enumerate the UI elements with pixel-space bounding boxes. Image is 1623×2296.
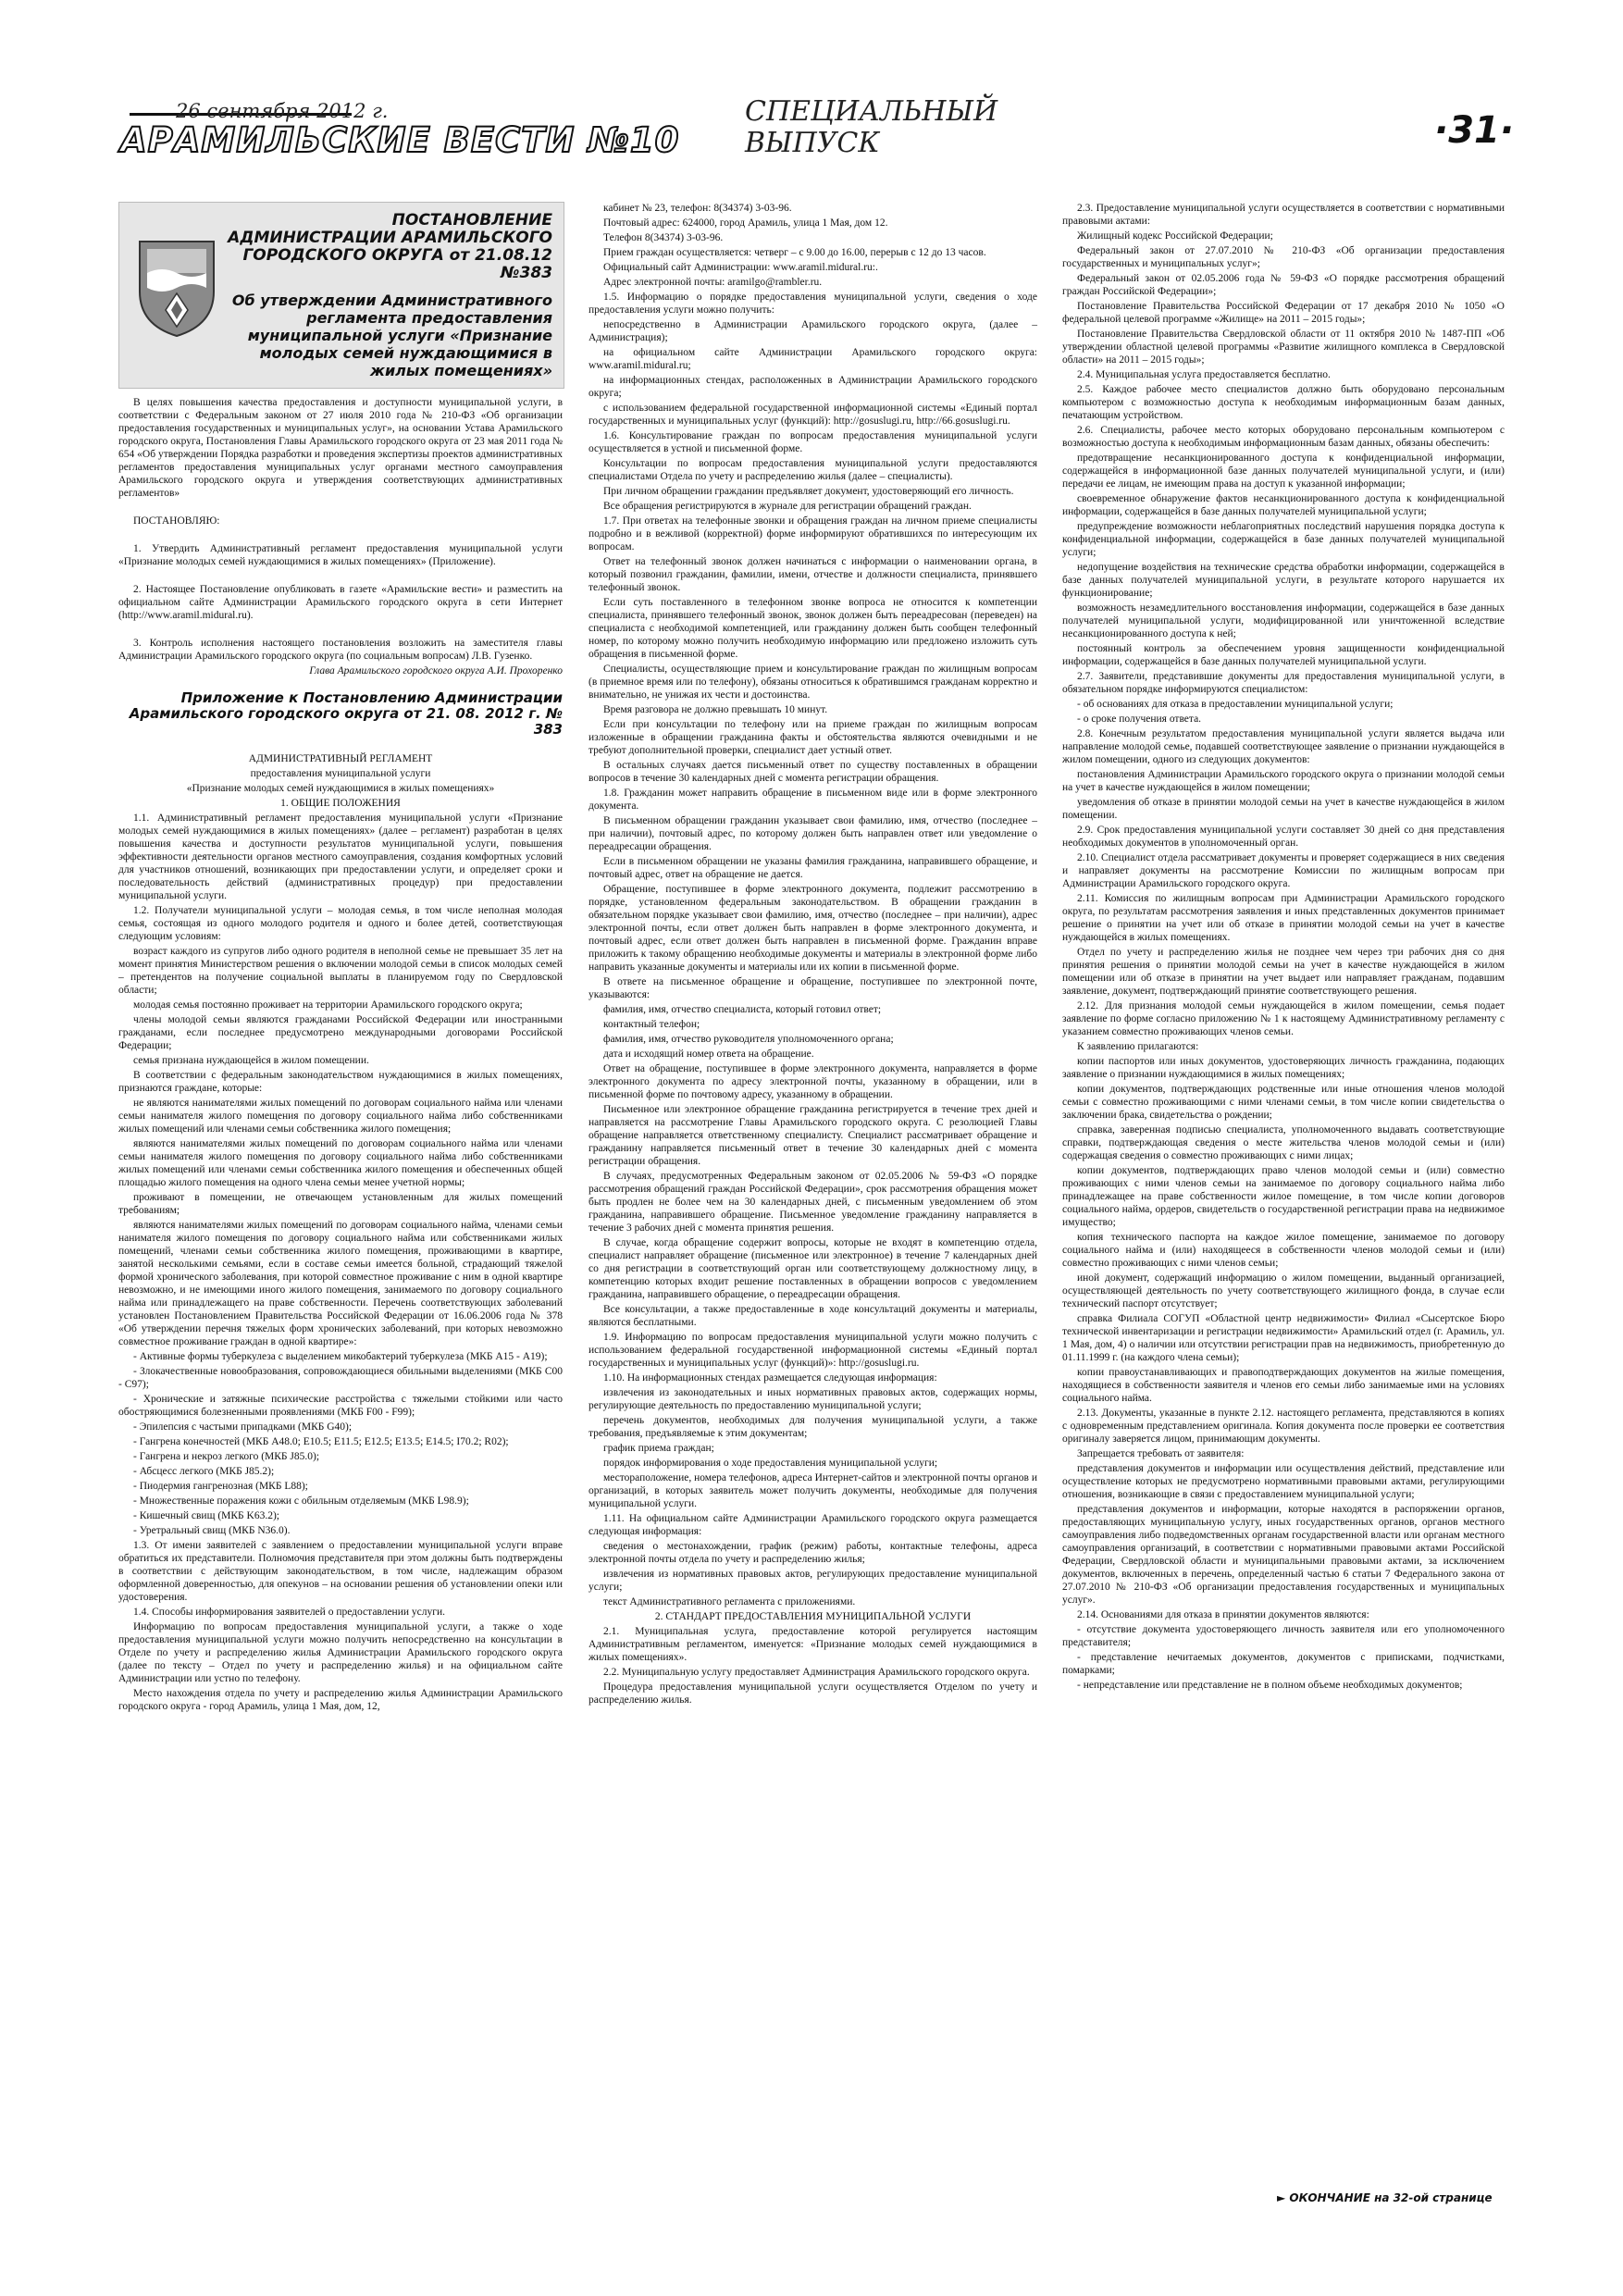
- paragraph: - Абсцесс легкого (МКБ J85.2);: [133, 1466, 275, 1477]
- clause-2: 2. Настоящее Постановление опубликовать в газете «Арамильские вести» и разместить на официальном сайте Администрации Арамильского городского округа в сети Интернет (http://www.aramil.midural.ru).: [118, 584, 563, 621]
- paragraph: постоянный контроль за обеспечением уровня защищенности конфиденциальной информации, содержащейся в базе данных получателей муниципальной услуги.: [1062, 643, 1505, 667]
- paragraph: - Гангрена и некроз легкого (МКБ J85.0);: [133, 1451, 320, 1462]
- issue-number: №10: [588, 120, 680, 160]
- paragraph: Если при консультации по телефону или на приеме граждан по жилищным вопросам изложенные в обращении гражданина факты и обстоятельства являются очевидными и не требуют дополнительной проверки, специалист дает устный ответ.: [588, 719, 1037, 756]
- paragraph: предупреждение возможности неблагоприятных последствий нарушения порядка доступа к конфиденциальной информации, содержащейся в базе данных получателей муниципальной услуги;: [1062, 521, 1505, 558]
- paragraph: - отсутствие документа удостоверяющего личность заявителя или его уполномоченного представителя;: [1062, 1624, 1505, 1648]
- paragraph: 2.3. Предоставление муниципальной услуги осуществляется в соответствии с нормативными правовыми актами:: [1062, 203, 1505, 227]
- paragraph: недопущение воздействия на технические средства обработки информации, содержащейся в базе данных получателей муниципальной услуги, в результате которого нарушается их функционирование;: [1062, 562, 1505, 599]
- paragraph: 1.9. Информацию по вопросам предоставления муниципальной услуги можно получить с использованием федеральной государственной информационной системы «Единый портал государственных и муниципальных услуг (функций)»: http://gosuslugi.ru.: [588, 1332, 1037, 1369]
- paragraph: - представление нечитаемых документов, документов с приписками, подчистками, помарками;: [1062, 1652, 1505, 1676]
- paragraph: Обращение, поступившее в форме электронного документа, подлежит рассмотрению в порядке, установленном федеральным законодательством. В обращении гражданин в обязательном порядке указывает свои фамилию, имя, отчество (последнее – при наличии), адрес электронной почты, если ответ должен быть направлен в форме электронного документа, и почтовый адрес, если ответ должен быть направлен в письменной форме. Гражданин вправе приложить к такому обращению необходимые документы и материалы в электронной форме либо направить указанные документы и материалы или их копии в письменной форме.: [588, 884, 1037, 973]
- paragraph: - Кишечный свищ (МКБ K63.2);: [133, 1510, 279, 1521]
- paragraph: В остальных случаях дается письменный ответ по существу поставленных в обращении вопросов в течение 30 календарных дней с момента регистрации обращения.: [588, 760, 1037, 784]
- paragraph: В случае, когда обращение содержит вопросы, которые не входят в компетенцию отдела, специалист направляет обращение (письменное или электронное) в течение 7 календарных дней со дня регистрации в соответствующий орган или соответствующему должностному лицу, в компетенцию которых входит решение поставленных в обращении вопросов с уведомлением гражданина, направившего обращение, о переадресации обращения.: [588, 1237, 1037, 1300]
- section-2-heading: 2. СТАНДАРТ ПРЕДОСТАВЛЕНИЯ МУНИЦИПАЛЬНОЙ УСЛУГИ: [654, 1611, 972, 1622]
- paragraph: 1.2. Получатели муниципальной услуги – молодая семья, в том числе неполная молодая семья, состоящая из одного молодого родителя и одного и более детей, соответствующая следующим условиям:: [118, 905, 563, 942]
- page-number: ·31·: [1434, 109, 1515, 152]
- paragraph: Федеральный закон от 27.07.2010 № 210-ФЗ «Об организации предоставления государственных и муниципальных услуг»;: [1062, 245, 1505, 269]
- paragraph: 1.8. Гражданин может направить обращение в письменном виде или в форме электронного документа.: [588, 788, 1037, 812]
- paragraph: Постановление Правительства Свердловской области от 11 октября 2010 № 1487-ПП «Об утверждении областной целевой программы «Развитие жилищного комплекса в Свердловской области» на 2011 – 2015 годы»;: [1062, 329, 1505, 366]
- column-1: [118, 396, 563, 1715]
- paragraph: 2.12. Для признания молодой семьи нуждающейся в жилом помещении, семья подает заявление по форме согласно приложению № 1 к настоящему Административному регламенту с указанием совместно проживающих членов семьи.: [1062, 1000, 1505, 1037]
- paragraph: извлечения из нормативных правовых актов, регулирующих предоставление муниципальной услуги;: [588, 1569, 1037, 1593]
- paragraph: возможность незамедлительного восстановления информации, содержащейся в базе данных получателей муниципальной услуги, модифицированной или уничтоженной вследствие несанкционированного доступа к ней;: [1062, 602, 1505, 639]
- column-3-body: [1062, 202, 1505, 1692]
- paragraph: семья признана нуждающейся в жилом помещении.: [133, 1055, 369, 1066]
- paragraph: - Множественные поражения кожи с обильным отделяемым (МКБ L98.9);: [133, 1496, 469, 1507]
- paragraph: - Хронические и затяжные психические расстройства с тяжелыми стойкими или часто обостряющимися болезненными проявлениями (МКБ F00 - F99);: [118, 1394, 563, 1418]
- paragraph: являются нанимателями жилых помещений по договорам социального найма, членами семьи нанимателя жилого помещения по договору социального найма или собственниками жилых помещений, членами семьи собственника жилого помещения, проживающими в квартире, занятой несколькими семьями, если в составе семьи имеется больной, страдающий тяжелой формой хронического заболевания, при которой совместное проживание с ним в одной квартире невозможно, и не имеющими иного жилого помещения, занимаемого по договору социального найма или принадлежащего на праве собственности. Перечень соответствующих заболеваний установлен Постановлением Правительства Российской Федерации от 16.06.2006 года № 378 «Об утверждении перечня тяжелых форм хронических заболеваний, при которых невозможно совместное проживание граждан в одной квартире»:: [118, 1220, 563, 1347]
- paragraph: 1.1. Административный регламент предоставления муниципальной услуги «Признание молодых семей нуждающимися в жилых помещениях» (далее – регламент) разработан в целях повышения качества и доступности результатов муниципальной услуги, повышения эффективности деятельности органов местного самоуправления, создания комфортных условий для участников отношений, возникающих при предоставлении услуги, и определяет сроки и последовательность действий (административных процедур) при предоставлении муниципальной услуги.: [118, 813, 563, 901]
- paragraph: Запрещается требовать от заявителя:: [1077, 1448, 1245, 1459]
- paragraph: Информацию по вопросам предоставления муниципальной услуги, а также о ходе предоставления муниципальной услуги можно получить непосредственно на консультации в Отделе по учету и распределению жилья Администрации Арамильского городского округа (далее по тексту – Отдел по учету и распределению жилья) и на официальном сайте Администрации или устно по телефону.: [118, 1621, 563, 1684]
- paragraph: справка, заверенная подписью специалиста, уполномоченного выдавать соответствующие справки, подтверждающая сведения о месте жительства членов молодой семьи и (или) содержащая сведения о совместно проживающих с ними лицах;: [1062, 1124, 1505, 1161]
- paragraph: кабинет № 23, телефон: 8(34374) 3-03-96.: [603, 203, 792, 214]
- paragraph: 2.5. Каждое рабочее место специалистов должно быть оборудовано персональным компьютером с возможностью доступа к необходимым информационным базам данных, печатающим устройством.: [1062, 384, 1505, 421]
- issue-date: 26 сентября 2012 г.: [176, 100, 389, 122]
- paragraph: 1.6. Консультирование граждан по вопросам предоставления муниципальной услуги осуществляется в устной и письменной форме.: [588, 430, 1037, 454]
- paragraph: контактный телефон;: [603, 1019, 700, 1030]
- paragraph: Ответ на телефонный звонок должен начинаться с информации о наименовании органа, в который позвонил гражданин, фамилии, имени, отчестве и должности специалиста, принявшего телефонный звонок.: [588, 556, 1037, 593]
- paragraph: 2.10. Специалист отдела рассматривает документы и проверяет содержащиеся в них сведения и направляет документы на рассмотрение Комиссии по жилищным вопросам при Администрации Арамильского городского округа.: [1062, 852, 1505, 889]
- paragraph: постановления Администрации Арамильского городского округа о признании молодой семьи на учет в качестве нуждающейся в жилом помещении;: [1062, 769, 1505, 793]
- paragraph: 1.4. Способы информирования заявителей о предоставлении услуги.: [133, 1607, 445, 1618]
- paragraph: копии документов, подтверждающих родственные или иные отношения членов молодой семьи с совместно проживающими с ними членами семьи, в том числе копии свидетельства о заключении брака, свидетельства о рождении;: [1062, 1084, 1505, 1121]
- paragraph: 2.9. Срок предоставления муниципальной услуги составляет 30 дней со дня представления необходимых документов в уполномоченный орган.: [1062, 825, 1505, 849]
- paragraph: график приема граждан;: [603, 1443, 714, 1454]
- regulation-title: АДМИНИСТРАТИВНЫЙ РЕГЛАМЕНТ: [248, 753, 433, 764]
- special-line-2: ВЫПУСК: [745, 127, 880, 159]
- intro-paragraph: В целях повышения качества предоставления и доступности муниципальной услуги, в соответствии с Федеральным законом от 27 июля 2010 года № 210-ФЗ «Об организации предоставления государственных и муниципальных услуг», на основании Устава Арамильского городского округа, Постановления Главы Арамильского городского округа от 23 мая 2011 года № 654 «Об утверждении Порядка разработки и проведения экспертизы проектов административных регламентов предоставления муниципальных услуг органами местного самоуправления Арамильского городского округа и утверждения соответствующих административных регламентов»: [118, 397, 563, 499]
- section-1-heading: 1. ОБЩИЕ ПОЛОЖЕНИЯ: [280, 798, 401, 809]
- newspaper-title: АРАМИЛЬСКИЕ ВЕСТИ: [120, 120, 576, 160]
- paragraph: уведомления об отказе в принятии молодой семьи на учет в качестве нуждающейся в жилом помещении.: [1062, 797, 1505, 821]
- resolve-heading: ПОСТАНОВЛЯЮ:: [133, 515, 220, 527]
- paragraph: Ответ на обращение, поступившее в форме электронного документа, направляется в форме электронного документа по адресу электронной почты, указанному в обращении, или в письменной форме по почтовому адресу, указанному в обращении.: [588, 1063, 1037, 1100]
- paragraph: К заявлению прилагаются:: [1077, 1041, 1199, 1052]
- paragraph: члены молодой семьи являются гражданами Российской Федерации или иностранными гражданами, если последнее предусмотрено международными договорами Российской Федерации;: [118, 1014, 563, 1051]
- column-2-body-2: [588, 1625, 1037, 1706]
- paragraph: непосредственно в Администрации Арамильского городского округа, (далее – Администрация);: [588, 319, 1037, 343]
- resolution-title: ПОСТАНОВЛЕНИЕ АДМИНИСТРАЦИИ АРАМИЛЬСКОГО ГОРОДСКОГО ОКРУГА от 21.08.12 №383: [228, 211, 552, 282]
- paragraph: на официальном сайте Администрации Арамильского городского округа: www.aramil.midural.ru;: [588, 347, 1037, 371]
- paragraph: перечень документов, необходимых для получения муниципальной услуги, а также требования, предъявляемые к этим документам;: [588, 1415, 1037, 1439]
- paragraph: 1.11. На официальном сайте Администрации Арамильского городского округа размещается следующая информация:: [588, 1513, 1037, 1537]
- paragraph: с использованием федеральной государственной информационной системы «Единый портал государственных и муниципальных услуг (функций): http://gosuslugi.ru, http://66.gosuslugi.ru.: [588, 403, 1037, 427]
- paragraph: 1.7. При ответах на телефонные звонки и обращения граждан на личном приеме специалисты подробно и в вежливой (корректной) форме информируют обратившихся по интересующим их вопросам.: [588, 515, 1037, 552]
- paragraph: на информационных стендах, расположенных в Администрации Арамильского городского округа;: [588, 375, 1037, 399]
- paragraph: Все консультации, а также предоставленные в ходе консультаций документы и материалы, являются бесплатными.: [588, 1304, 1037, 1328]
- paragraph: Телефон 8(34374) 3-03-96.: [603, 232, 724, 243]
- paragraph: Консультации по вопросам предоставления муниципальной услуги предоставляются специалистами Отдела по учету и распределению жилья (далее – специалисты).: [588, 458, 1037, 482]
- paragraph: В ответе на письменное обращение и обращение, поступившее по электронной почте, указываются:: [588, 976, 1037, 1000]
- paragraph: молодая семья постоянно проживает на территории Арамильского городского округа;: [133, 999, 523, 1011]
- paragraph: - Пиодермия гангренозная (МКБ L88);: [133, 1481, 308, 1492]
- regulation-subtitle-1: предоставления муниципальной услуги: [250, 768, 431, 779]
- special-line-1: СПЕЦИАЛЬНЫЙ: [745, 95, 998, 128]
- paragraph: Отдел по учету и распределению жилья не позднее чем через три рабочих дня со дня принятия решения о принятии молодой семьи на учет в качестве нуждающейся в жилом помещении или об отказе в принятии на учет выдает или направляет гражданам, подавшим заявление, документ, подтверждающий принятие соответствующего решения.: [1062, 947, 1505, 997]
- paragraph: 2.4. Муниципальная услуга предоставляется бесплатно.: [1077, 369, 1331, 380]
- masthead: [120, 100, 680, 165]
- paragraph: своевременное обнаружение фактов несанкционированного доступа к конфиденциальной информации, содержащейся в базе данных получателей муниципальной услуги;: [1062, 493, 1505, 517]
- paragraph: не являются нанимателями жилых помещений по договорам социального найма или членами семьи нанимателя жилого помещения по договору социального найма либо собственниками жилых помещений или членами семьи собственника жилого помещения;: [118, 1098, 563, 1135]
- paragraph: проживают в помещении, не отвечающем установленным для жилых помещений требованиям;: [118, 1192, 563, 1216]
- paragraph: В случаях, предусмотренных Федеральным законом от 02.05.2006 № 59-ФЗ «О порядке рассмотрения обращений граждан Российской Федерации», срок рассмотрения обращения может быть продлен не более чем на 30 календарных дней, с письменным уведомлением об этом гражданина, направившего обращение. Письменное уведомление гражданину направляется в течение 3 рабочих дней с момента принятия решения.: [588, 1171, 1037, 1234]
- paragraph: местораположение, номера телефонов, адреса Интернет-сайтов и электронной почты органов и организаций, в которых заявитель может получить документы, необходимые для получения муниципальной услуги.: [588, 1472, 1038, 1509]
- paragraph: сведения о местонахождении, график (режим) работы, контактные телефоны, адреса электронной почты отдела по учету и распределению жилья;: [588, 1541, 1037, 1565]
- paragraph: - непредставление или представление не в полном объеме необходимых документов;: [1077, 1680, 1463, 1691]
- column-2: [588, 202, 1037, 1708]
- special-issue-label: [745, 96, 997, 159]
- paragraph: - об основаниях для отказа в предоставлении муниципальной услуги;: [1077, 699, 1394, 710]
- paragraph: 2.7. Заявители, представившие документы для предоставления муниципальной услуги, в обязательном порядке информируются специалистом:: [1062, 671, 1505, 695]
- paragraph: Адрес электронной почты: aramilgo@rambler.ru.: [603, 277, 823, 288]
- paragraph: В письменном обращении гражданин указывает свои фамилию, имя, отчество (последнее – при наличии), почтовый адрес, по которому должен быть направлен ответ или уведомление о переадресации обращения.: [588, 815, 1037, 852]
- paragraph: Время разговора не должно превышать 10 минут.: [603, 704, 828, 715]
- paragraph: возраст каждого из супругов либо одного родителя в неполной семье не превышает 35 лет на момент принятия Министерством решения о включении молодой семьи в список молодых семей – претендентов на получение социальной выплаты в планируемом году по Свердловской области;: [118, 946, 563, 996]
- paragraph: Федеральный закон от 02.05.2006 года № 59-ФЗ «О порядке рассмотрения обращений граждан Российской Федерации»;: [1062, 273, 1505, 297]
- paragraph: Письменное или электронное обращение гражданина регистрируется в течение трех дней и направляется на рассмотрение Главы Арамильского городского округа. С резолюцией Главы обращение направляется ответственному специалисту. Специалист рассматривает обращение и гражданину направляется письменный ответ в течение 30 календарных дней с момента регистрации обращения.: [588, 1104, 1037, 1167]
- paragraph: извлечения из законодательных и иных нормативных правовых актов, содержащих нормы, регулирующие деятельность по предоставлению муниципальной услуги;: [588, 1387, 1037, 1411]
- resolution-subtitle: Об утверждении Административного регламента предоставления муниципальной услуги «Признание молодых семей нуждающимися в жилых помещениях»: [231, 292, 552, 379]
- paragraph: являются нанимателями жилых помещений по договорам социального найма или членами семьи нанимателя жилого помещения по договору социального найма либо собственниками жилых помещений или членами семьи собственника жилого помещения и обеспеченных общей площадью жилого помещения на одного члена семьи менее учетной нормы;: [118, 1138, 563, 1188]
- coat-of-arms-icon: [136, 236, 217, 340]
- column-1-body: [118, 812, 563, 1713]
- paragraph: 2.13. Документы, указанные в пункте 2.12. настоящего регламента, представляются в копиях с одновременным представлением оригинала. Копия документа после проверки ее соответствия оригиналу заверяется лицом, принимающим документы.: [1062, 1408, 1505, 1445]
- paragraph: Все обращения регистрируются в журнале для регистрации обращений граждан.: [603, 501, 972, 512]
- signature: Глава Арамильского городского округа А.И. Прохоренко: [309, 665, 563, 676]
- paragraph: Специалисты, осуществляющие прием и консультирование граждан по жилищным вопросам (в приемное время или по телефону), обязаны относиться к обратившимся гражданам корректно и внимательно, не унижая их чести и достоинства.: [588, 664, 1037, 701]
- paragraph: - Уретральный свищ (МКБ N36.0).: [133, 1525, 291, 1536]
- paragraph: копии документов, подтверждающих право членов молодой семьи и (или) совместно проживающих с ними членов семьи на занимаемое по договору социального найма либо принадлежащее на праве собственности жилое помещение, в том числе копии договоров социального найма, ордеров, свидетельств о государственной регистрации права на недвижимое имущество;: [1062, 1165, 1505, 1228]
- regulation-subtitle-2: «Признание молодых семей нуждающимися в жилых помещениях»: [186, 783, 495, 794]
- paragraph: Постановление Правительства Российской Федерации от 17 декабря 2010 № 1050 «О федеральной целевой программе «Жилище» на 2011 – 2015 годы»;: [1062, 301, 1505, 325]
- paragraph: 2.1. Муниципальная услуга, предоставление которой регулируется настоящим Административным регламентом, именуется: «Признание молодых семей нуждающимися в жилых помещениях».: [588, 1626, 1037, 1663]
- clause-1: 1. Утвердить Административный регламент предоставления муниципальной услуги «Признание молодых семей нуждающимися в жилых помещениях» (Приложение).: [118, 543, 563, 567]
- paragraph: порядок информирования о ходе предоставления муниципальной услуги;: [603, 1458, 938, 1469]
- paragraph: копия технического паспорта на каждое жилое помещение, занимаемое по договору социального найма и (или) находящееся в собственности членов молодой семьи и (или) совместно проживающих с ними членов семьи;: [1062, 1232, 1505, 1269]
- paragraph: При личном обращении гражданин предъявляет документ, удостоверяющий его личность.: [603, 486, 1014, 497]
- paragraph: Если суть поставленного в телефонном звонке вопроса не относится к компетенции специалиста, принявшего телефонный звонок, звонок должен быть переадресован (переведен) на специалиста с необходимой компетенцией, или гражданину должен быть сообщен телефонный номер, по которому можно получить необходимую информацию или предложено изложить суть обращения в письменной форме.: [588, 597, 1037, 660]
- paragraph: Прием граждан осуществляется: четверг – с 9.00 до 16.00, перерыв с 12 до 13 часов.: [603, 247, 986, 258]
- column-2-body: [588, 202, 1037, 1608]
- paragraph: 2.2. Муниципальную услугу предоставляет Администрация Арамильского городского округа.: [603, 1667, 1030, 1678]
- resolution-header: [118, 202, 564, 389]
- paragraph: 1.5. Информацию о порядке предоставления муниципальной услуги, сведения о ходе предоставления услуги можно получить:: [588, 292, 1037, 316]
- paragraph: копии паспортов или иных документов, удостоверяющих личность гражданина, подающих заявление о признании нуждающимися в жилых помещениях;: [1062, 1056, 1505, 1080]
- paragraph: 2.14. Основаниями для отказа в принятии документов являются:: [1077, 1609, 1369, 1620]
- paragraph: - Активные формы туберкулеза с выделением микобактерий туберкулеза (МКБ А15 - А19);: [133, 1351, 548, 1362]
- paragraph: Официальный сайт Администрации: www.aramil.midural.ru:.: [603, 262, 878, 273]
- clause-3: 3. Контроль исполнения настоящего постановления возложить на заместителя главы Администрации Арамильского городского округа (по социальным вопросам) Л.В. Гузенко.: [118, 638, 563, 662]
- paragraph: копии правоустанавливающих и правоподтверждающих документов на жилые помещения, находящиеся в собственности заявителя и членов его семьи либо занимаемые ими на условиях социального найма.: [1062, 1367, 1505, 1404]
- appendix-heading: Приложение к Постановлению Администрации Арамильского городского округа от 21. 08. 2012 г. № 383: [129, 689, 563, 738]
- paragraph: - Злокачественные новообразования, сопровождающиеся обильными выделениями (МКБ С00 - С97);: [118, 1366, 563, 1390]
- paragraph: Почтовый адрес: 624000, город Арамиль, улица 1 Мая, дом 12.: [603, 217, 888, 229]
- paragraph: - о сроке получения ответа.: [1077, 714, 1202, 725]
- paragraph: представления документов и информации или осуществления действий, представление или осуществление которых не предусмотрено нормативными правовыми актами, регулирующими отношения, возникающие в связи с предоставлением муниципальной услуги;: [1062, 1463, 1505, 1500]
- paragraph: фамилия, имя, отчество руководителя уполномоченного органа;: [603, 1034, 894, 1045]
- paragraph: предотвращение несанкционированного доступа к конфиденциальной информации, содержащейся в информационной базе данных получателей муниципальной услуги, и (или) передачи ее лицам, не имеющим права на доступ к указанной информации;: [1062, 453, 1505, 490]
- paragraph: дата и исходящий номер ответа на обращение.: [603, 1049, 814, 1060]
- paragraph: Жилищный кодекс Российской Федерации;: [1077, 230, 1273, 242]
- paragraph: иной документ, содержащий информацию о жилом помещении, выданный организацией, осуществляющей деятельность по учету соответствующего жилищного фонда, в случае если технический паспорт отсутствует;: [1062, 1272, 1505, 1309]
- paragraph: 2.6. Специалисты, рабочее место которых оборудовано персональным компьютером с возможностью доступа к необходимым информационным базам данных, обязаны обеспечить:: [1062, 425, 1505, 449]
- paragraph: 1.10. На информационных стендах размещается следующая информация:: [603, 1372, 937, 1384]
- paragraph: представления документов и информации, которые находятся в распоряжении органов, предоставляющих муниципальную услугу, иных государственных органов, органов местного самоуправления либо подведомственных органам государственной власти или органам местного самоуправления организаций, в соответствии с нормативными правовыми актами Российской Федерации, Свердловской области и муниципальными правовыми актами, за исключением документов, включенных в перечень, определенный частью 6 статьи 7 Федерального закона от 27.07.2010 № 210-ФЗ «Об организации предоставления государственных и муниципальных услуг».: [1062, 1504, 1505, 1606]
- newspaper-name: [120, 120, 679, 160]
- paragraph: текст Административного регламента с приложениями.: [603, 1596, 856, 1607]
- paragraph: 2.11. Комиссия по жилищным вопросам при Администрации Арамильского городского округа, по результатам рассмотрения заявления и иных представленных документов принимает решение о принятии на учет или об отказе в принятии молодой семьи на учет в качестве нуждающейся в жилых помещениях.: [1062, 893, 1505, 943]
- paragraph: В соответствии с федеральным законодательством нуждающимися в жилых помещениях, признаются граждане, которые:: [118, 1070, 563, 1094]
- column-3: [1062, 202, 1505, 1694]
- paragraph: Процедура предоставления муниципальной услуги осуществляется Отделом по учету и распределению жилья.: [588, 1682, 1037, 1706]
- paragraph: - Гангрена конечностей (МКБ А48.0; Е10.5; Е11.5; Е12.5; Е13.5; Е14.5; I70.2; R02);: [133, 1436, 509, 1447]
- paragraph: - Эпилепсия с частыми припадками (МКБ G40);: [133, 1421, 353, 1433]
- paragraph: Место нахождения отдела по учету и распределению жилья Администрации Арамильского городского округа - город Арамиль, улица 1 Мая, дом, 12,: [118, 1688, 563, 1712]
- paragraph: 2.8. Конечным результатом предоставления муниципальной услуги является выдача или направление молодой семье, подавшей соответствующее заявление о признании нуждающейся в жилом помещении, одного из следующих документов:: [1062, 728, 1505, 765]
- paragraph: справка Филиала СОГУП «Областной центр недвижимости» Филиал «Сысертское Бюро технической инвентаризации и регистрации недвижимости» Арамильский отдел (г. Арамиль, ул. 1 Мая, дом, 4) о наличии или отсутствии регистрации прав на недвижимость, приобретенную до 01.11.1999 г. (на каждого члена семьи);: [1062, 1313, 1505, 1363]
- paragraph: 1.3. От имени заявителей с заявлением о предоставлении муниципальной услуги вправе обратиться их представители. Полномочия представителя при этом должны быть подтверждены в соответствии с действующим законодательством, в том числе, надлежащим образом оформленной доверенностью, для опекунов – на основании решения об установлении опеки или удостоверения.: [118, 1540, 563, 1603]
- paragraph: фамилия, имя, отчество специалиста, который готовил ответ;: [603, 1004, 882, 1015]
- paragraph: Если в письменном обращении не указаны фамилия гражданина, направившего обращение, и почтовый адрес, ответ на обращение не дается.: [588, 856, 1037, 880]
- continued-note: ► ОКОНЧАНИЕ на 32-ой странице: [1277, 2191, 1493, 2204]
